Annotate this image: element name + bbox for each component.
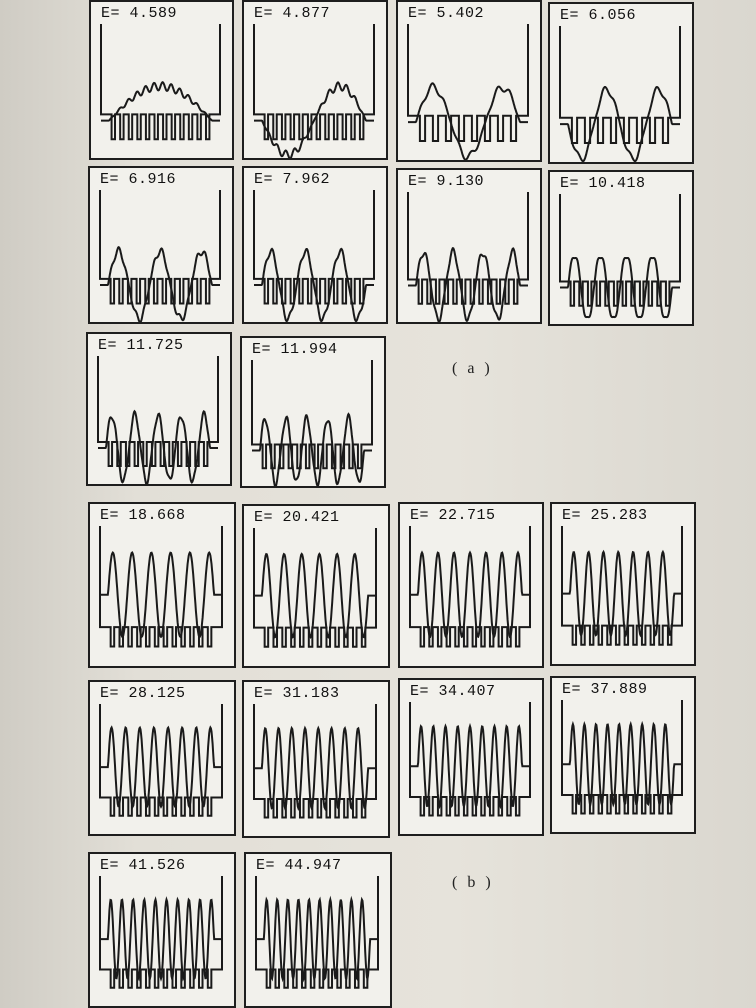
- wavefunction-curve: [100, 247, 220, 322]
- wavefunction-plot: [552, 504, 694, 664]
- wavefunction-panel: [244, 852, 392, 1008]
- wavefunction-panel: [242, 504, 390, 668]
- energy-label: E= 31.183: [254, 685, 340, 702]
- wavefunction-plot: [398, 2, 540, 160]
- wavefunction-curve: [254, 249, 374, 321]
- potential-curve: [100, 526, 222, 647]
- potential-curve: [101, 24, 220, 139]
- wavefunction-curve: [254, 728, 376, 808]
- wavefunction-panel: [88, 502, 236, 668]
- wavefunction-curve: [254, 554, 376, 637]
- wavefunction-curve: [252, 414, 372, 486]
- wavefunction-plot: [550, 4, 692, 162]
- energy-label: E= 6.056: [560, 7, 637, 24]
- wavefunction-curve: [100, 900, 222, 979]
- wavefunction-panel: [242, 680, 390, 838]
- wavefunction-plot: [400, 680, 542, 834]
- wavefunction-plot: [88, 334, 230, 484]
- wavefunction-panel: [89, 0, 234, 160]
- wavefunction-panel: [242, 0, 388, 160]
- wavefunction-curve: [254, 82, 374, 158]
- energy-label: E= 20.421: [254, 509, 340, 526]
- wavefunction-plot: [244, 2, 386, 158]
- energy-label: E= 37.889: [562, 681, 648, 698]
- wavefunction-panel: [550, 502, 696, 666]
- wavefunction-plot: [552, 678, 694, 832]
- energy-label: E= 22.715: [410, 507, 496, 524]
- energy-label: E= 9.130: [408, 173, 485, 190]
- wavefunction-plot: [242, 338, 384, 486]
- wavefunction-panel: [548, 2, 694, 164]
- energy-label: E= 34.407: [410, 683, 496, 700]
- wavefunction-panel: [396, 168, 542, 324]
- potential-curve: [98, 356, 218, 466]
- energy-label: E= 7.962: [254, 171, 331, 188]
- wavefunction-curve: [408, 248, 528, 322]
- energy-label: E= 25.283: [562, 507, 648, 524]
- wavefunction-panel: [398, 678, 544, 836]
- caption-b: ( b ): [452, 874, 494, 891]
- wavefunction-panel: [396, 0, 542, 162]
- wavefunction-plot: [244, 168, 386, 322]
- wavefunction-plot: [244, 506, 388, 666]
- wavefunction-plot: [398, 170, 540, 322]
- wavefunction-plot: [90, 682, 234, 834]
- energy-label: E= 11.725: [98, 337, 184, 354]
- potential-curve: [100, 704, 222, 816]
- energy-label: E= 28.125: [100, 685, 186, 702]
- wavefunction-curve: [562, 724, 682, 804]
- wavefunction-panel: [88, 166, 234, 324]
- wavefunction-panel: [242, 166, 388, 324]
- energy-label: E= 4.589: [101, 5, 178, 22]
- wavefunction-curve: [98, 411, 218, 484]
- wavefunction-plot: [400, 504, 542, 666]
- wavefunction-plot: [550, 172, 692, 324]
- wavefunction-plot: [91, 2, 232, 158]
- wavefunction-plot: [90, 504, 234, 666]
- energy-label: E= 44.947: [256, 857, 342, 874]
- wavefunction-panel: [550, 676, 696, 834]
- wavefunction-plot: [90, 168, 232, 322]
- wavefunction-curve: [562, 552, 682, 635]
- wavefunction-panel: [240, 336, 386, 488]
- wavefunction-curve: [410, 553, 530, 637]
- wavefunction-panel: [86, 332, 232, 486]
- energy-label: E= 18.668: [100, 507, 186, 524]
- energy-label: E= 10.418: [560, 175, 646, 192]
- potential-curve: [408, 192, 528, 304]
- wavefunction-plot: [90, 854, 234, 1006]
- wavefunction-curve: [100, 728, 222, 807]
- potential-curve: [408, 24, 528, 141]
- wavefunction-plot: [244, 682, 388, 836]
- wavefunction-curve: [410, 726, 530, 806]
- wavefunction-panel: [88, 852, 236, 1008]
- wavefunction-curve: [256, 900, 378, 979]
- energy-label: E= 11.994: [252, 341, 338, 358]
- energy-label: E= 5.402: [408, 5, 485, 22]
- wavefunction-panel: [398, 502, 544, 668]
- wavefunction-plot: [246, 854, 390, 1006]
- wavefunction-curve: [100, 553, 222, 637]
- wavefunction-curve: [560, 258, 680, 317]
- wavefunction-panel: [88, 680, 236, 836]
- energy-label: E= 6.916: [100, 171, 177, 188]
- wavefunction-panel: [548, 170, 694, 326]
- energy-label: E= 41.526: [100, 857, 186, 874]
- caption-a: ( a ): [452, 360, 493, 377]
- energy-label: E= 4.877: [254, 5, 331, 22]
